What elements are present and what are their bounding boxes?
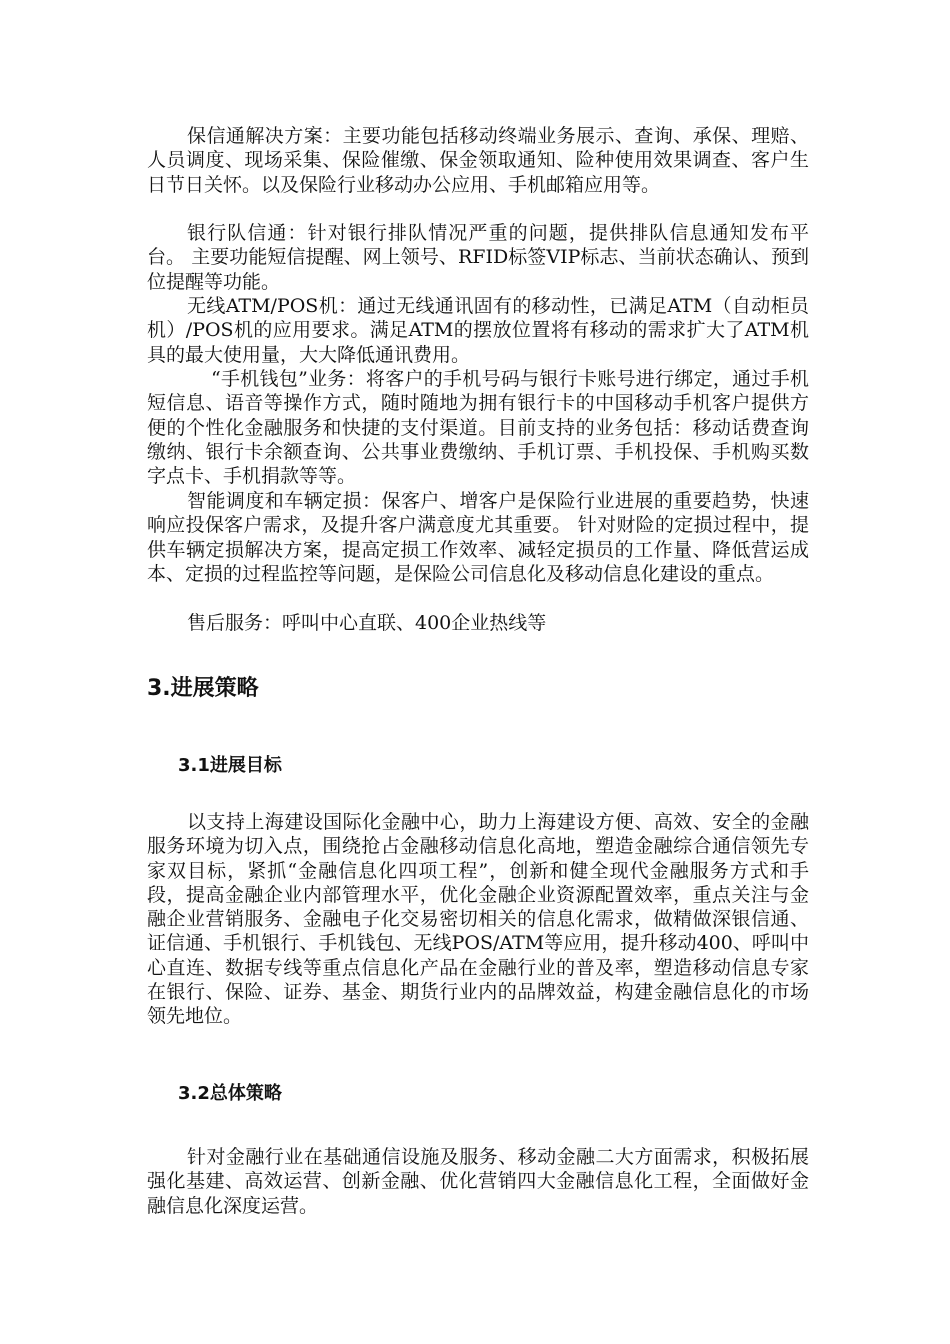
paragraph-after-sales: 售后服务：呼叫中心直联、400企业热线等 xyxy=(187,612,547,634)
subsection-heading-3-2: 3.2总体策略 xyxy=(178,1083,282,1104)
paragraph-mobile-wallet: “手机钱包”业务：将客户的手机号码与银行卡账号进行绑定，通过手机短信息、语音等操作方式，随时随地为拥有银行卡的中国移动手机客户提供方便的个性化金融服务和快捷的支付渠道。目前支持的业务包括：移动话费查询缴纳、银行卡余额查询、公共事业费缴纳、手机订票、手机投保、手机购买数字点卡、手机捐款等等。 xyxy=(147,368,809,488)
paragraph-baoxintong: 保信通解决方案：主要功能包括移动终端业务展示、查询、承保、理赔、人员调度、现场采集、保险催缴、保金领取通知、险种使用效果调查、客户生日节日关怀。以及保险行业移动办公应用、手机邮箱应用等。 xyxy=(147,125,809,196)
paragraph-overall-strategy: 针对金融行业在基础通信设施及服务、移动金融二大方面需求，积极拓展强化基建、高效运营、创新金融、优化营销四大金融信息化工程，全面做好金融信息化深度运营。 xyxy=(147,1146,809,1217)
subsection-heading-3-1: 3.1进展目标 xyxy=(178,755,282,776)
paragraph-bank-queue: 银行队信通：针对银行排队情况严重的问题，提供排队信息通知发布平台。 主要功能短信提醒、网上领号、RFID标签VIP标志、当前状态确认、预到位提醒等功能。 xyxy=(147,222,809,293)
paragraph-development-goal: 以支持上海建设国际化金融中心，助力上海建设方便、高效、安全的金融服务环境为切入点，围绕抢占金融移动信息化高地，塑造金融综合通信领先专家双目标，紧抓“金融信息化四项工程”，创新和健全现代金融服务方式和手段，提高金融企业内部管理水平，优化金融企业资源配置效率，重点关注与金融企业营销服务、金融电子化交易密切相关的信息化需求，做精做深银信通、证信通、手机银行、手机钱包、无线POS/ATM等应用，提升移动400、呼叫中心直连、数据专线等重点信息化产品在金融行业的普及率，塑造移动信息专家在银行、保险、证券、基金、期货行业内的品牌效益，构建金融信息化的市场领先地位。 xyxy=(147,811,809,1028)
section-heading-3: 3.进展策略 xyxy=(147,676,259,701)
paragraph-smart-dispatch: 智能调度和车辆定损：保客户、增客户是保险行业进展的重要趋势，快速响应投保客户需求，及提升客户满意度尤其重要。 针对财险的定损过程中，提供车辆定损解决方案，提高定损工作效率、减轻定损员的工作量、降低营运成本、定损的过程监控等问题，是保险公司信息化及移动信息化建设的重点。 xyxy=(147,490,809,585)
paragraph-wireless-atm-pos: 无线ATM/POS机：通过无线通讯固有的移动性，已满足ATM（自动柜员机）/POS机的应用要求。满足ATM的摆放位置将有移动的需求扩大了ATM机具的最大使用量，大大降低通讯费用。 xyxy=(147,295,809,366)
